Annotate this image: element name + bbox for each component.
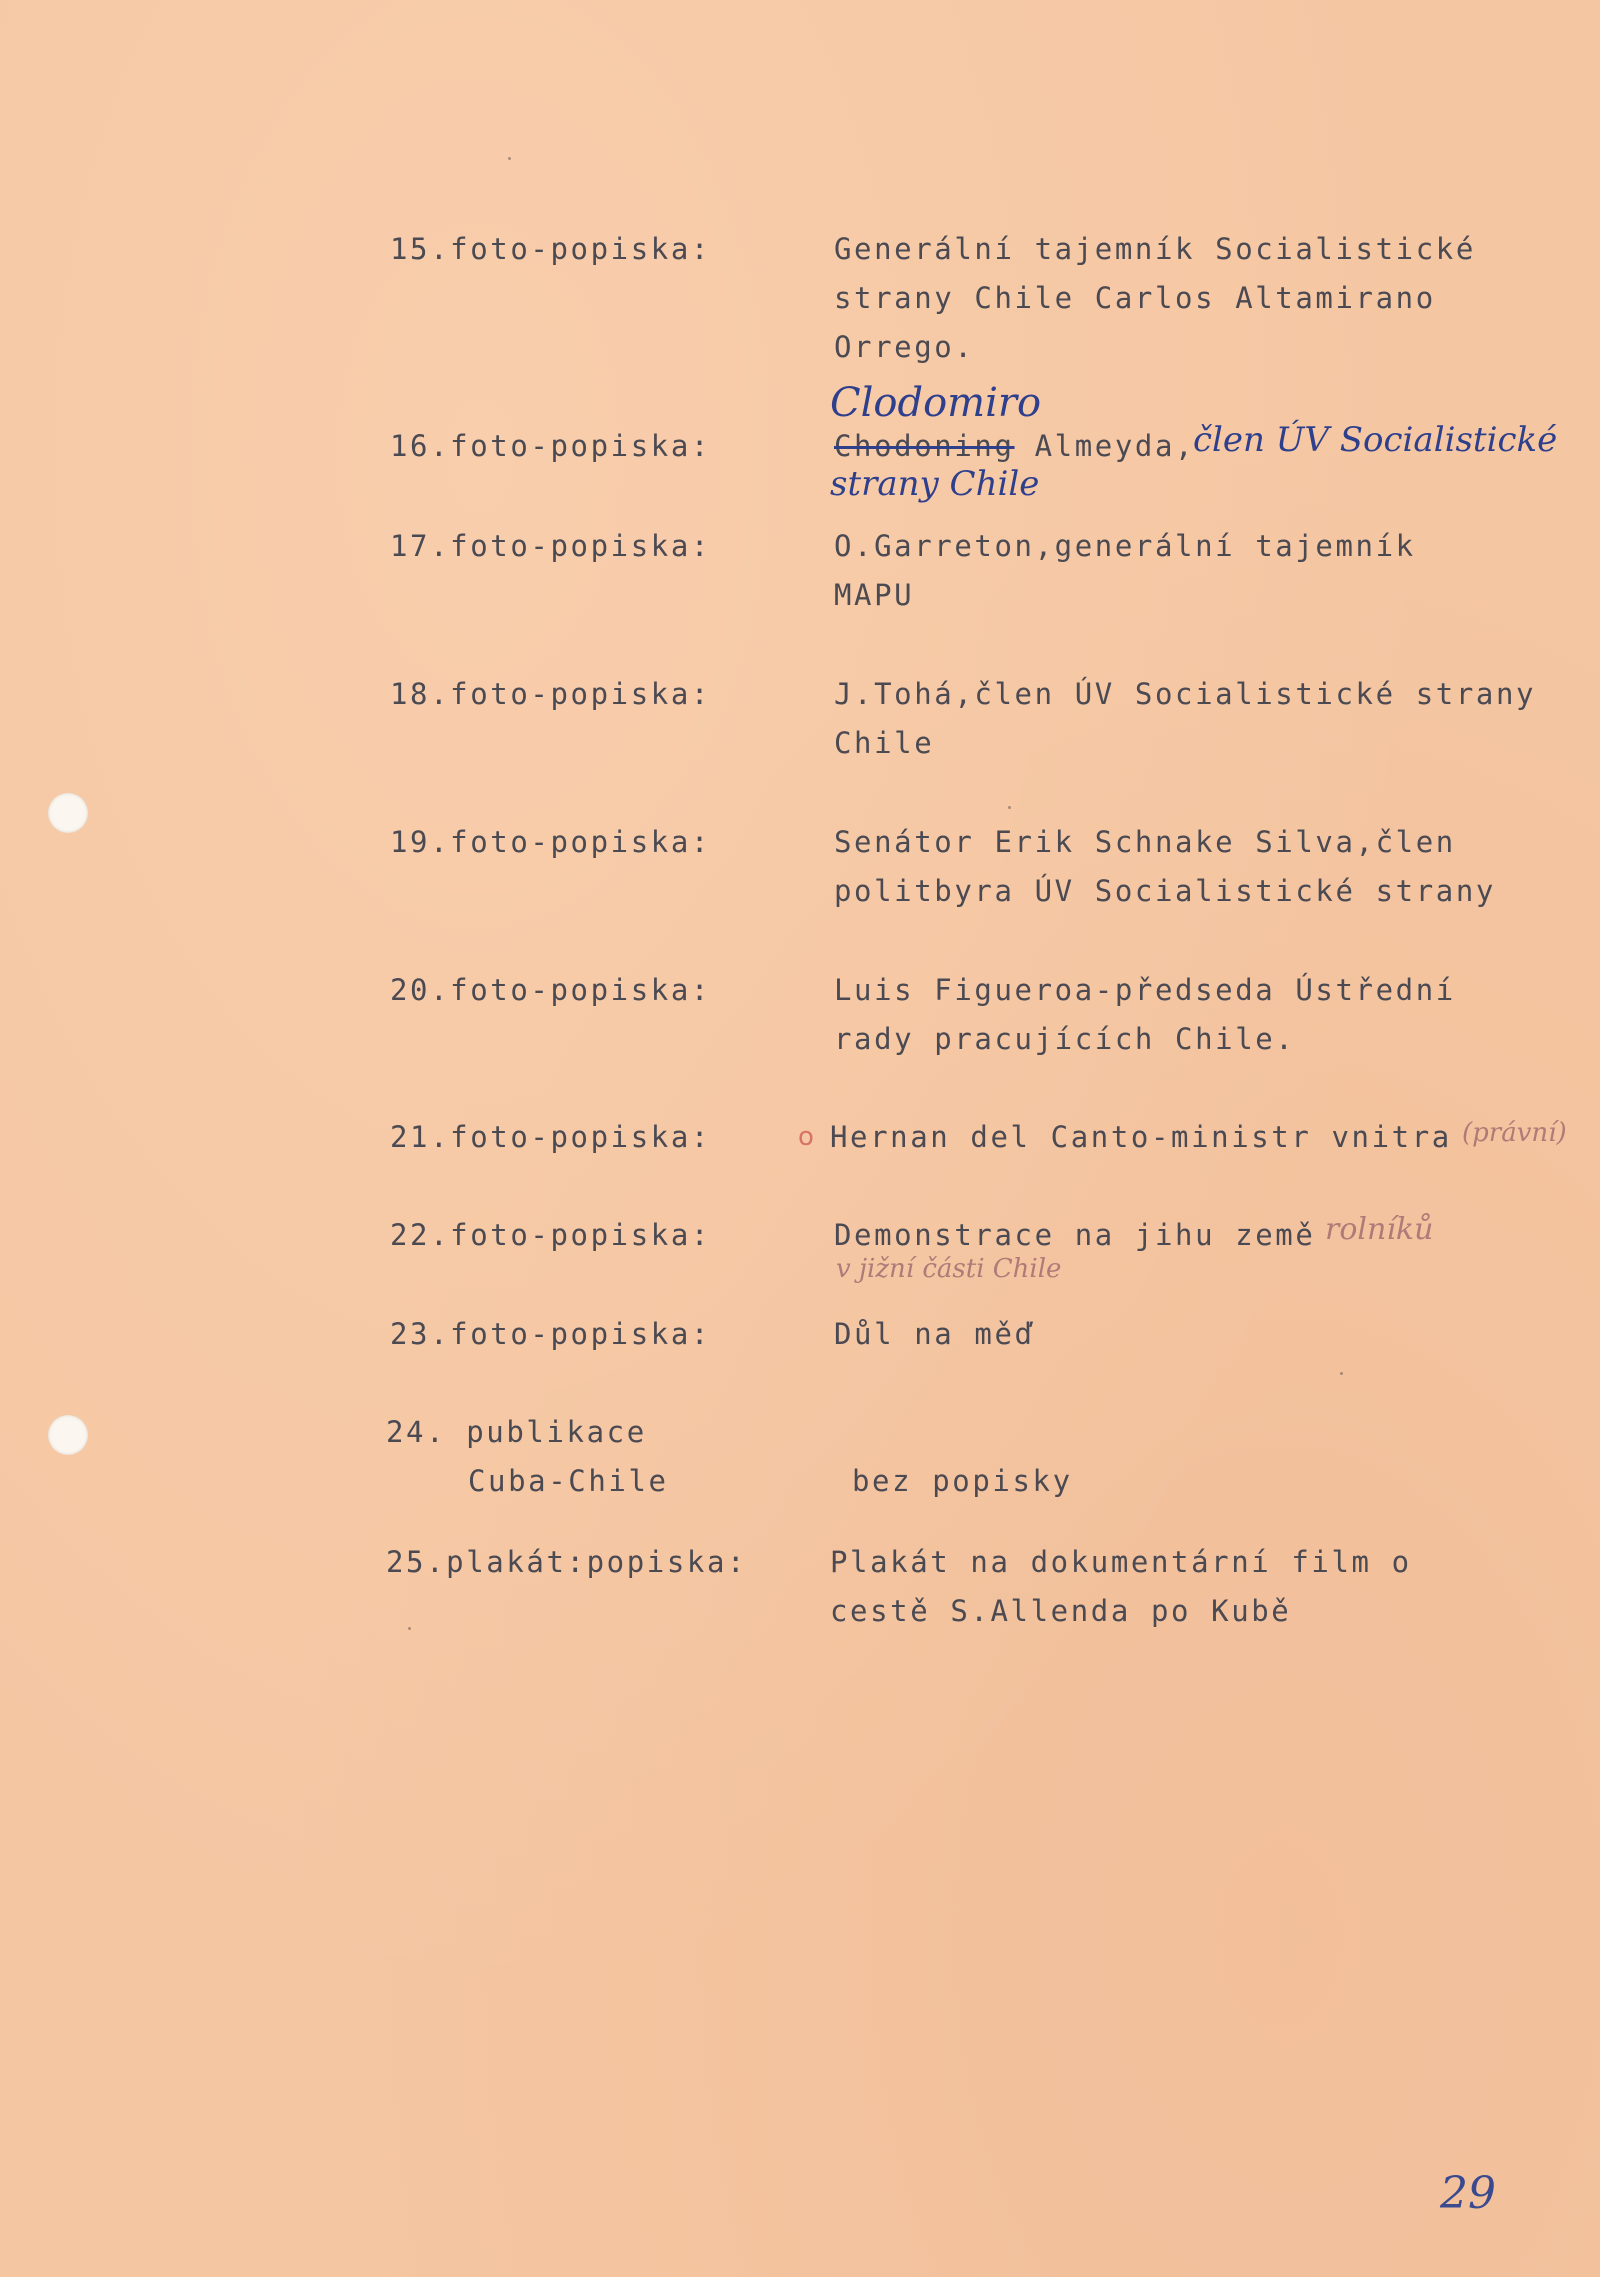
entry-21-line-1: Hernan del Canto-ministr vnitra [830, 1120, 1452, 1154]
punch-hole [48, 793, 88, 833]
entry-25-line-2: cestě S.Allenda po Kubě [830, 1594, 1292, 1628]
entry-24-line-1: bez popisky [852, 1464, 1073, 1498]
entry-17-line-2: MAPU [834, 578, 915, 612]
paper-speck [508, 157, 511, 160]
entry-25-label: 25.plakát:popiska: [386, 1545, 748, 1579]
entry-15-line-2: strany Chile Carlos Altamirano [834, 281, 1436, 315]
entry-17-line-1: O.Garreton,generální tajemník [834, 529, 1416, 563]
entry-19-line-1: Senátor Erik Schnake Silva,člen [834, 825, 1456, 859]
punch-hole [48, 1415, 88, 1455]
paper-speck [1340, 1372, 1343, 1375]
entry-15-line-3: Orrego. [834, 330, 975, 364]
entry-20-line-1: Luis Figueroa-předseda Ústřední [834, 973, 1456, 1007]
page-number: 29 [1440, 2168, 1496, 2219]
entry-24-label-line-1: 24. publikace [386, 1415, 647, 1449]
entry-16-struck-name: Chodoning [834, 429, 1015, 463]
paper-speck [408, 1627, 411, 1630]
entry-21-label: 21.foto-popiska: [390, 1120, 711, 1154]
entry-21-red-mark: o [798, 1122, 814, 1152]
entry-16-typed-surname: Almeyda, [1034, 429, 1196, 463]
entry-22-pencil-note: rolníků [1325, 1212, 1434, 1247]
entry-23-label: 23.foto-popiska: [390, 1317, 711, 1351]
entry-18-label: 18.foto-popiska: [390, 677, 711, 711]
entry-16-handwritten-addition: člen ÚV Socialistické [1193, 420, 1558, 460]
paper-speck [1008, 806, 1011, 809]
entry-17-label: 17.foto-popiska: [390, 529, 711, 563]
entry-21-pencil-note: (právní) [1462, 1118, 1567, 1148]
entry-23-line-1: Důl na měď [834, 1317, 1035, 1351]
entry-16-handwritten-second-line: strany Chile [830, 464, 1040, 504]
entry-20-label: 20.foto-popiska: [390, 973, 711, 1007]
entry-22-line-1: Demonstrace na jihu země [834, 1218, 1316, 1252]
entry-25-line-1: Plakát na dokumentární film o [830, 1545, 1412, 1579]
entry-19-label: 19.foto-popiska: [390, 825, 711, 859]
entry-16-label: 16.foto-popiska: [390, 429, 711, 463]
entry-18-line-1: J.Tohá,člen ÚV Socialistické strany [834, 677, 1537, 711]
entry-18-line-2: Chile [834, 726, 935, 760]
entry-22-pencil-second-line: v jižní části Chile [836, 1254, 1062, 1284]
entry-20-line-2: rady pracujících Chile. [834, 1022, 1296, 1056]
entry-22-label: 22.foto-popiska: [390, 1218, 711, 1252]
entry-24-label-line-2: Cuba-Chile [468, 1464, 669, 1498]
entry-16-handwritten-first-name: Clodomiro [830, 380, 1042, 426]
entry-15-label: 15.foto-popiska: [390, 232, 711, 266]
entry-15-line-1: Generální tajemník Socialistické [834, 232, 1476, 266]
entry-19-line-2: politbyra ÚV Socialistické strany [834, 874, 1496, 908]
